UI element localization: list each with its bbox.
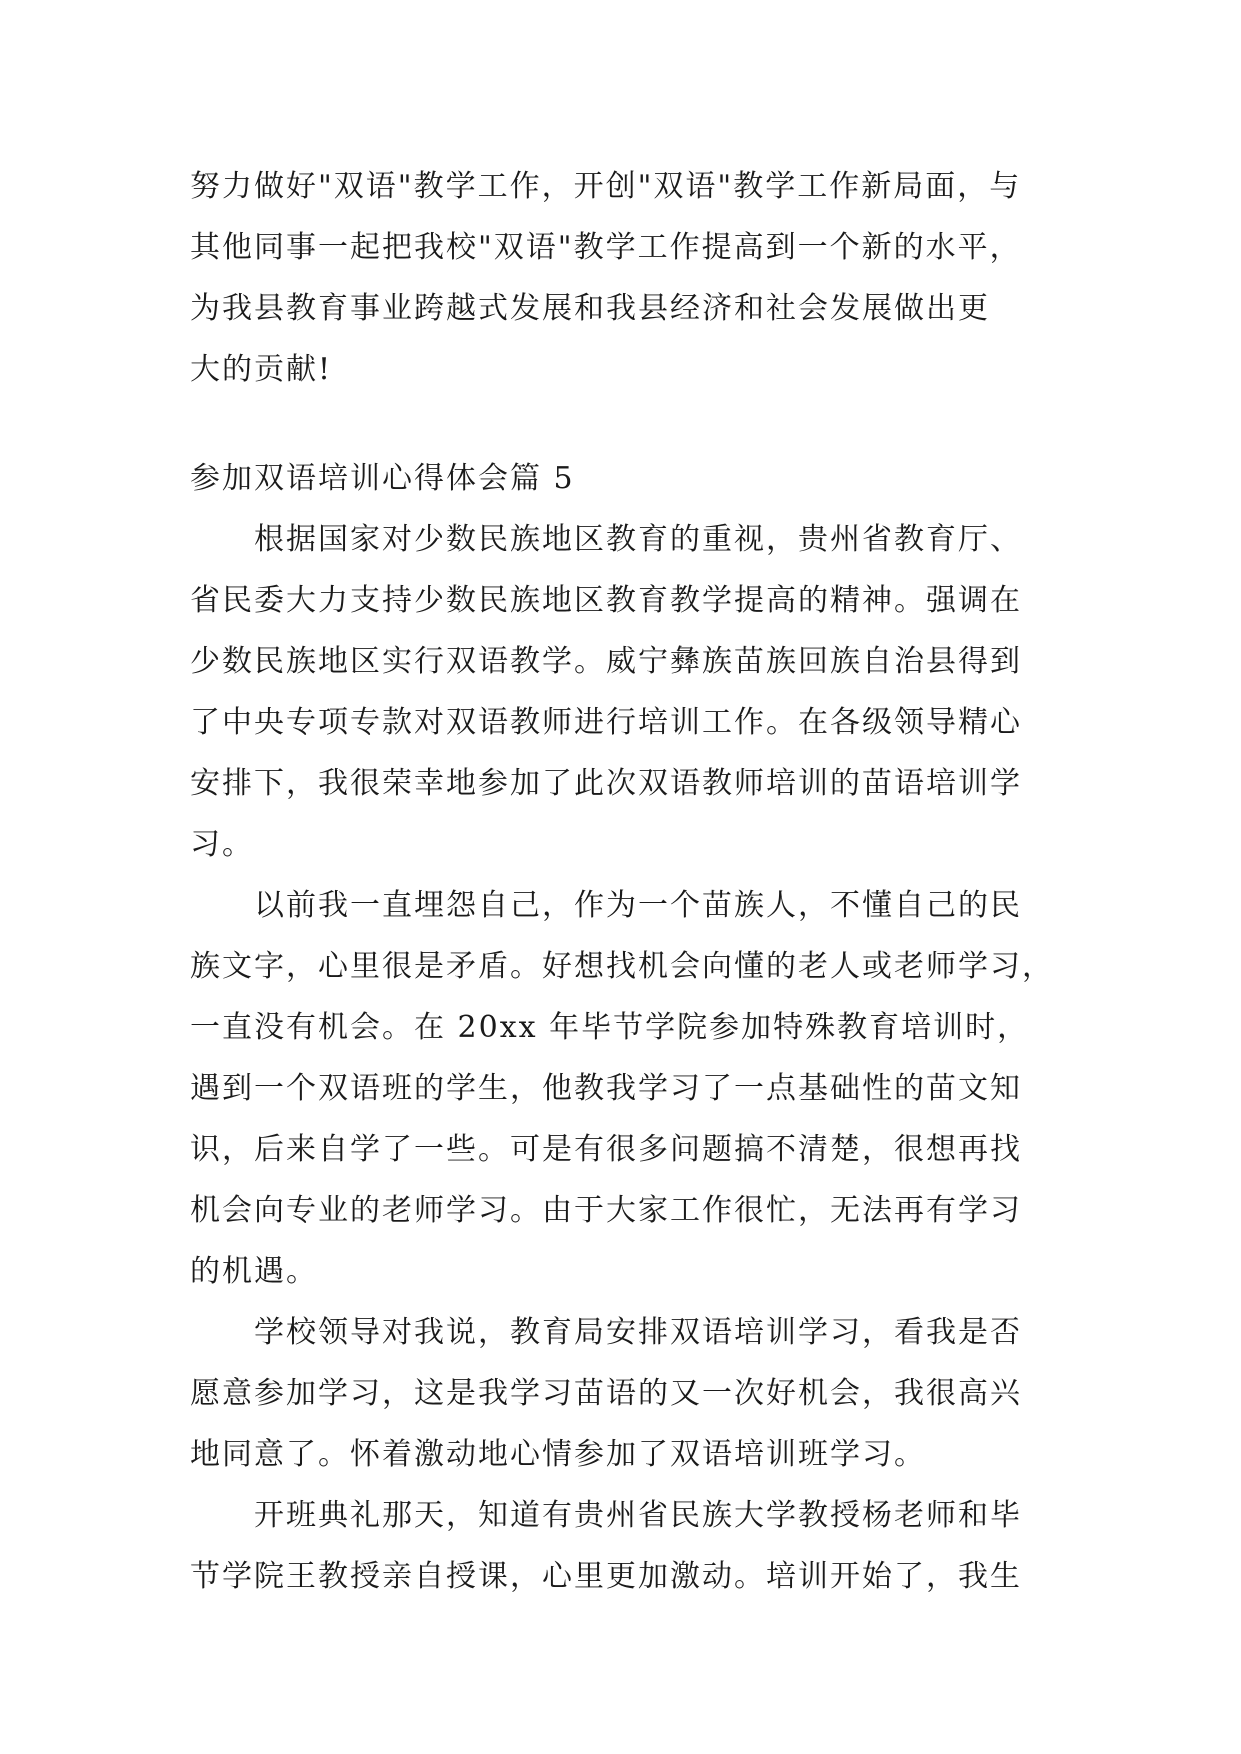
paragraph-1 xyxy=(190,509,1070,875)
paragraph-line: 习。 xyxy=(190,827,254,862)
paragraph-line: 愿意参加学习，这是我学习苗语的又一次好机会，我很高兴 xyxy=(190,1376,1022,1411)
intro-line: 为我县教育事业跨越式发展和我县经济和社会发展做出更 xyxy=(190,291,990,326)
paragraph-line: 族文字，心里很是矛盾。好想找机会向懂的老人或老师学习， xyxy=(190,949,1054,984)
intro-paragraph xyxy=(190,156,1070,400)
section-body xyxy=(190,448,1070,1607)
paragraph-line: 开班典礼那天，知道有贵州省民族大学教授杨老师和毕 xyxy=(254,1498,1022,1533)
paragraph-line: 了中央专项专款对双语教师进行培训工作。在各级领导精心 xyxy=(190,705,1022,740)
paragraph-line: 地同意了。怀着激动地心情参加了双语培训班学习。 xyxy=(190,1437,926,1472)
paragraph-line: 的机遇。 xyxy=(190,1254,318,1289)
paragraph-line: 机会向专业的老师学习。由于大家工作很忙，无法再有学习 xyxy=(190,1193,1022,1228)
paragraph-3 xyxy=(190,1302,1070,1485)
paragraph-line: 节学院王教授亲自授课，心里更加激动。培训开始了，我生 xyxy=(190,1559,1022,1594)
paragraph-line: 学校领导对我说，教育局安排双语培训学习，看我是否 xyxy=(254,1315,1022,1350)
paragraph-line: 少数民族地区实行双语教学。威宁彝族苗族回族自治县得到 xyxy=(190,644,1022,679)
paragraph-line: 根据国家对少数民族地区教育的重视，贵州省教育厅、 xyxy=(254,522,1022,557)
paragraph-line: 以前我一直埋怨自己，作为一个苗族人，不懂自己的民 xyxy=(254,888,1022,923)
paragraph-line: 识，后来自学了一些。可是有很多问题搞不清楚，很想再找 xyxy=(190,1132,1022,1167)
paragraph-line: 省民委大力支持少数民族地区教育教学提高的精神。强调在 xyxy=(190,583,1022,618)
paragraph-line: 遇到一个双语班的学生，他教我学习了一点基础性的苗文知 xyxy=(190,1071,1022,1106)
section-heading: 参加双语培训心得体会篇 5 xyxy=(190,461,575,496)
paragraph-2 xyxy=(190,875,1070,1302)
intro-line: 努力做好"双语"教学工作，开创"双语"教学工作新局面，与 xyxy=(190,169,1022,204)
intro-line: 其他同事一起把我校"双语"教学工作提高到一个新的水平， xyxy=(190,230,1022,265)
paragraph-line: 安排下，我很荣幸地参加了此次双语教师培训的苗语培训学 xyxy=(190,766,1022,801)
intro-line: 大的贡献! xyxy=(190,352,333,387)
paragraph-line: 一直没有机会。在 20xx 年毕节学院参加特殊教育培训时， xyxy=(190,1010,1030,1045)
paragraph-4 xyxy=(190,1485,1070,1607)
